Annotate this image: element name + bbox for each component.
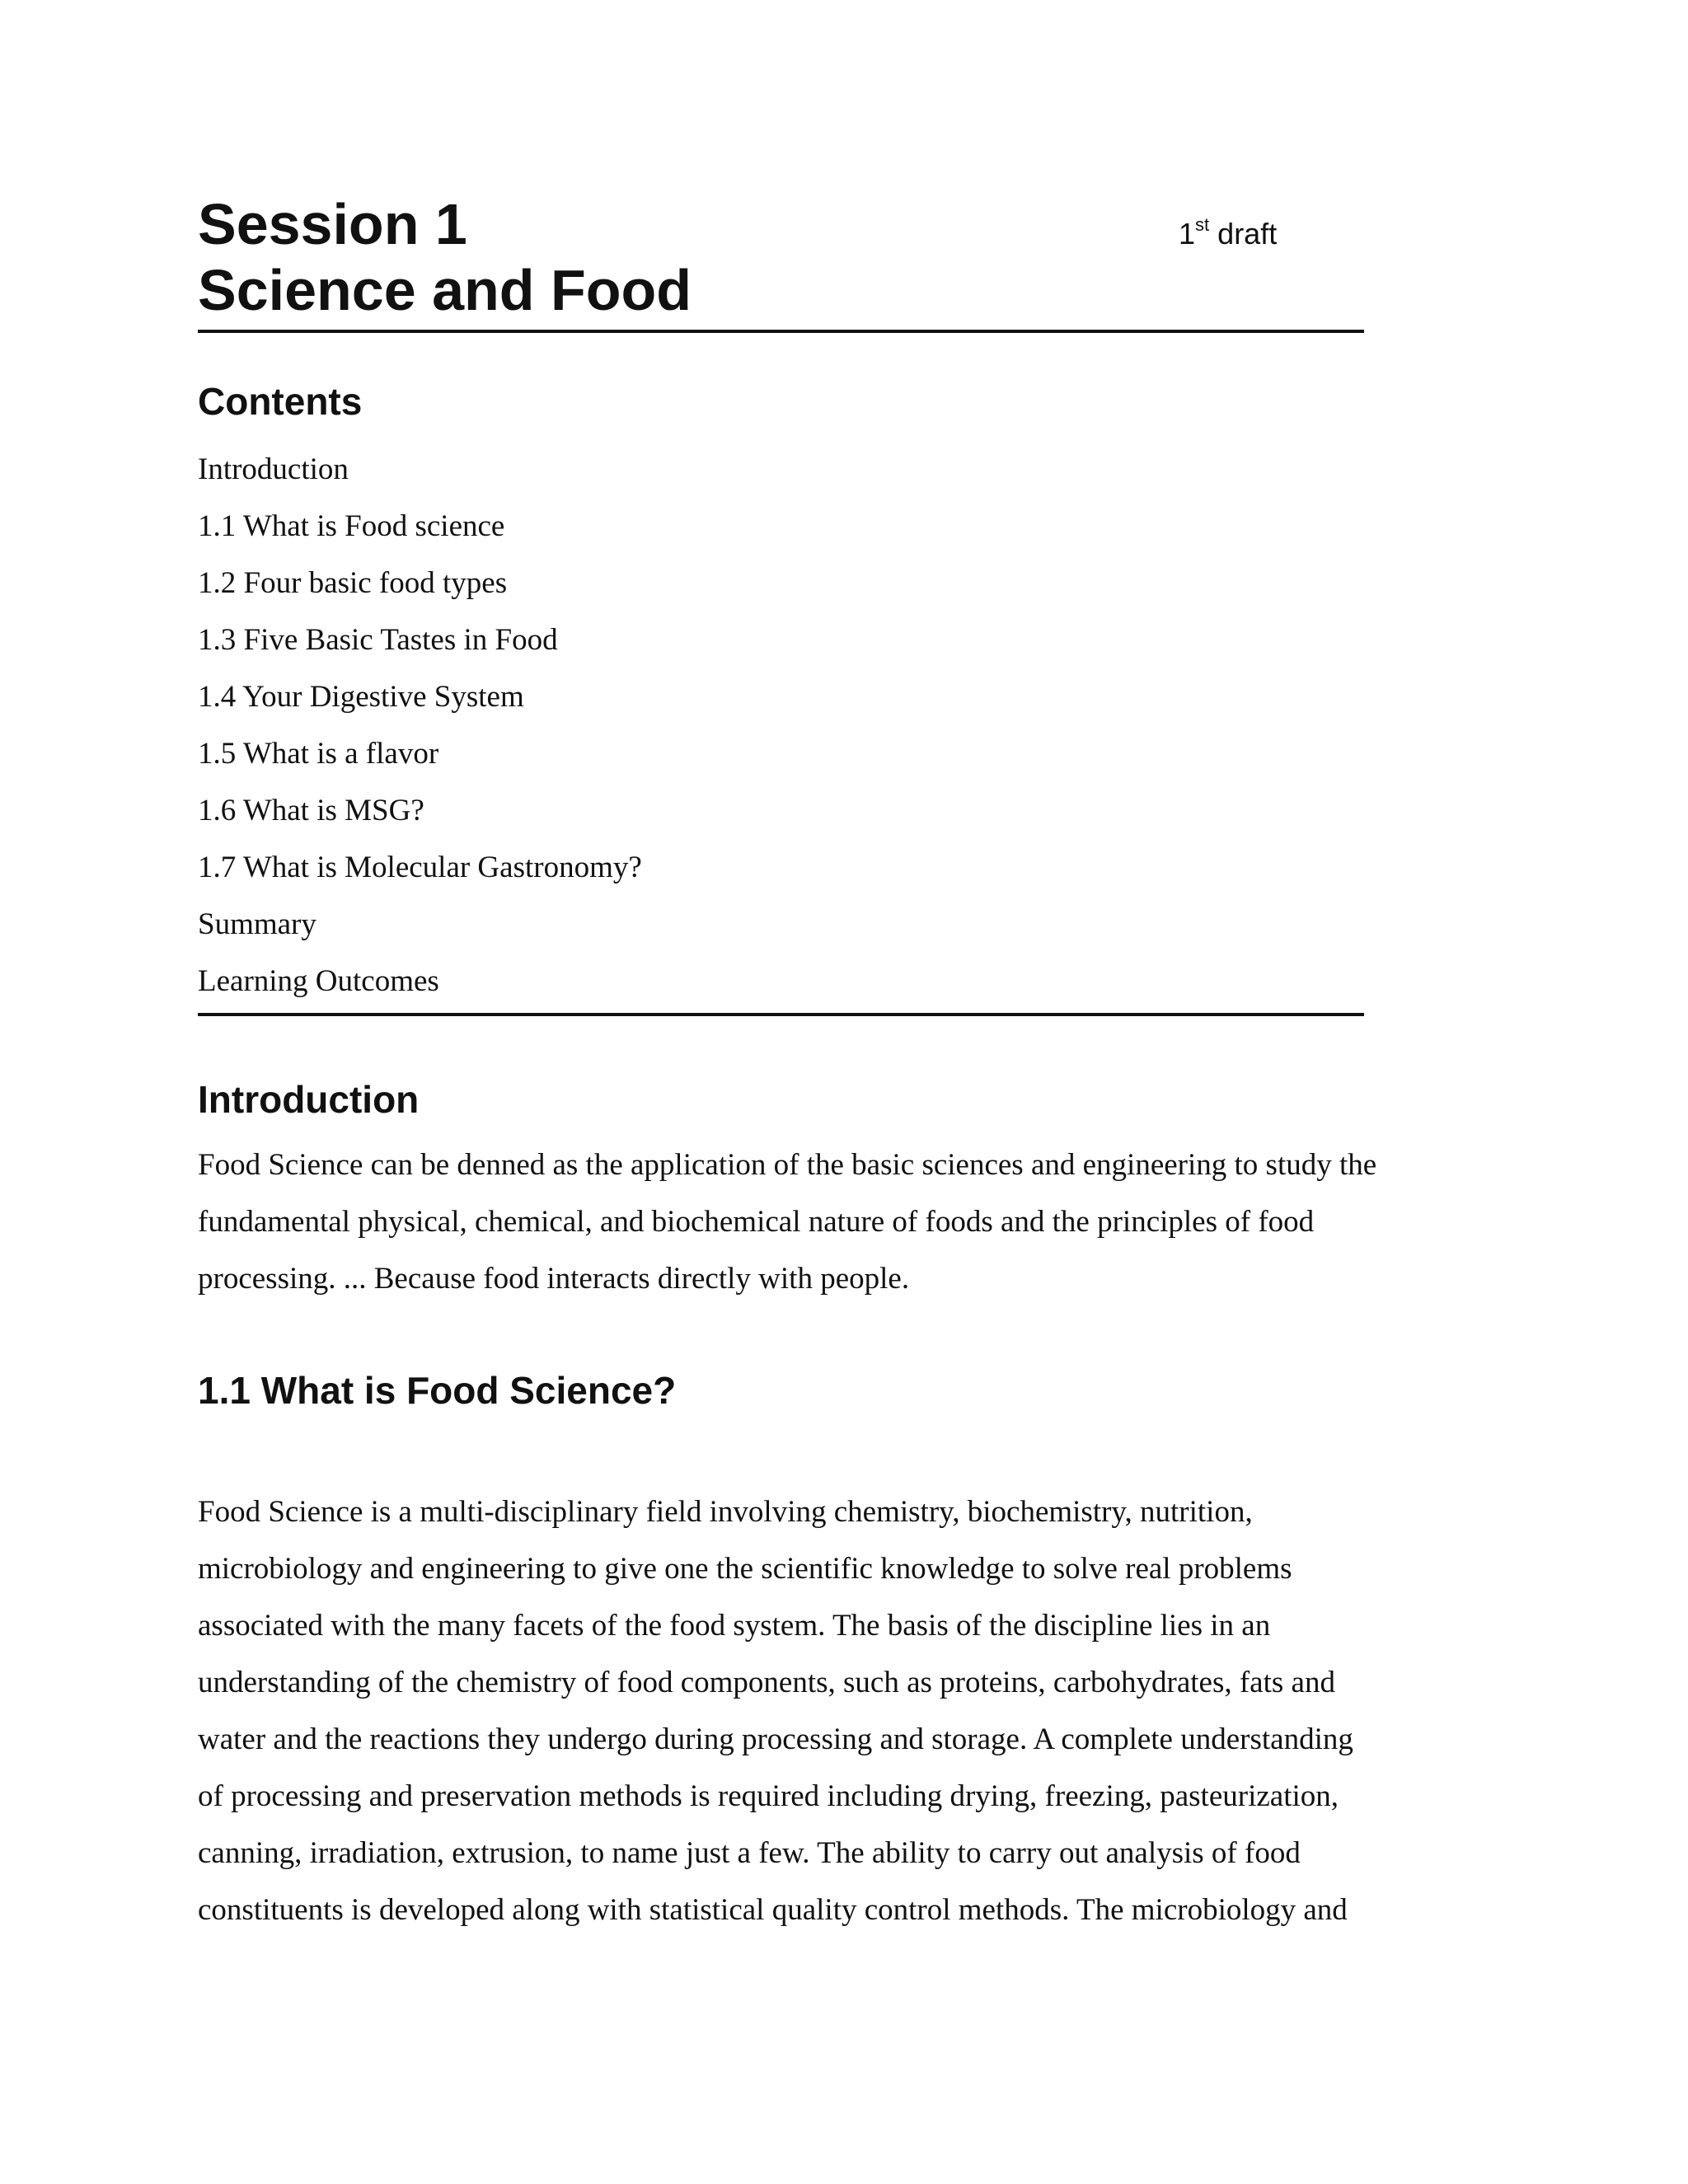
header-divider	[198, 330, 1364, 333]
toc-item: 1.4 Your Digestive System	[198, 680, 524, 714]
toc-item: 1.7 What is Molecular Gastronomy?	[198, 851, 642, 884]
toc-item: 1.5 What is a flavor	[198, 737, 439, 771]
table-of-contents	[198, 441, 642, 1010]
paragraph-line: water and the reactions they undergo during processing and storage. A complete understanding	[198, 1722, 1353, 1756]
session-subtitle: Science and Food	[198, 258, 692, 322]
paragraph-line: Food Science is a multi-disciplinary field involving chemistry, biochemistry, nutrition,	[198, 1495, 1253, 1529]
paragraph-line: understanding of the chemistry of food components, such as proteins, carbohydrates, fats and	[198, 1666, 1335, 1699]
introduction-paragraph	[198, 1137, 1376, 1307]
paragraph-line: associated with the many facets of the food system. The basis of the discipline lies in an	[198, 1609, 1271, 1643]
introduction-heading: Introduction	[198, 1078, 420, 1121]
section-1-1-paragraph	[198, 1483, 1353, 1938]
toc-item: 1.3 Five Basic Tastes in Food	[198, 623, 558, 657]
session-title: Session 1	[198, 192, 467, 256]
section-1-1-heading: 1.1 What is Food Science?	[198, 1369, 677, 1412]
draft-number: 1	[1179, 217, 1196, 251]
paragraph-line: fundamental physical, chemical, and biochemical nature of foods and the principles of food	[198, 1205, 1315, 1239]
toc-item: Introduction	[198, 452, 349, 486]
contents-divider	[198, 1013, 1364, 1016]
paragraph-line: constituents is developed along with statistical quality control methods. The microbiology and	[198, 1893, 1348, 1927]
paragraph-line: canning, irradiation, extrusion, to name just a few. The ability to carry out analysis of food	[198, 1836, 1301, 1870]
toc-item: Learning Outcomes	[198, 964, 439, 998]
paragraph-line: Food Science can be denned as the application of the basic sciences and engineering to study the	[198, 1148, 1377, 1182]
toc-item: Summary	[198, 907, 316, 941]
draft-suffix: st	[1195, 214, 1210, 235]
paragraph-line: of processing and preservation methods is required including drying, freezing, pasteurization,	[198, 1779, 1339, 1813]
draft-word: draft	[1217, 217, 1278, 251]
toc-item: 1.1 What is Food science	[198, 509, 505, 543]
toc-item: 1.2 Four basic food types	[198, 566, 508, 600]
toc-item: 1.6 What is MSG?	[198, 794, 424, 827]
draft-label	[1179, 214, 1278, 251]
paragraph-line: microbiology and engineering to give one the scientific knowledge to solve real problems	[198, 1552, 1292, 1586]
contents-heading: Contents	[198, 380, 363, 423]
paragraph-line: processing. ... Because food interacts directly with people.	[198, 1262, 910, 1296]
